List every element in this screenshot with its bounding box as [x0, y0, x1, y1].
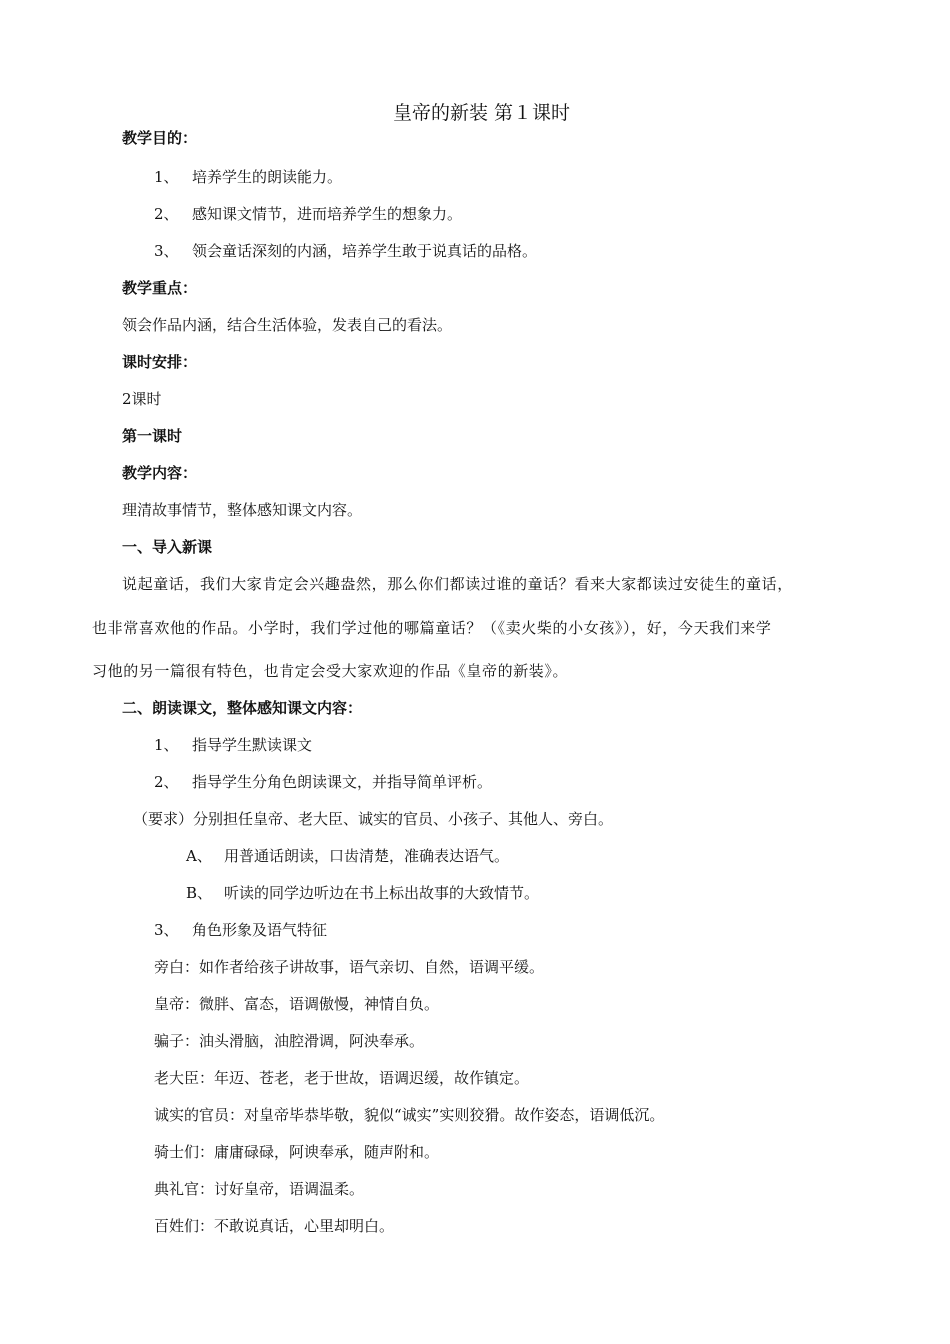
- list-number: 3、: [154, 242, 179, 260]
- role-line: 典礼官：讨好皇帝，语调温柔。: [154, 1180, 365, 1198]
- list-text: 用普通话朗读，口齿清楚，准确表达语气。: [224, 847, 510, 865]
- key-point-text: 领会作品内涵，结合生活体验，发表自己的看法。: [122, 316, 453, 334]
- list-text: 培养学生的朗读能力。: [192, 168, 343, 186]
- section-two-heading: 二、朗读课文，整体感知课文内容：: [122, 699, 363, 717]
- step-item: [154, 735, 312, 755]
- list-text: 指导学生默读课文: [192, 736, 313, 754]
- intro-paragraph-line: 说起童话，我们大家肯定会兴趣盎然，那么你们都读过谁的童话？看来大家都读过安徒生的童话，: [122, 575, 793, 593]
- schedule-heading: 课时安排：: [122, 353, 198, 371]
- objective-item: [154, 204, 462, 224]
- role-line: 骑士们：庸庸碌碌，阿谀奉承，随声附和。: [154, 1143, 440, 1161]
- sub-item: [186, 883, 539, 903]
- content-text: 理清故事情节，整体感知课文内容。: [122, 501, 363, 519]
- list-number: 3、: [154, 921, 179, 939]
- list-letter: B、: [186, 884, 213, 902]
- section-one-heading: 一、导入新课: [122, 538, 213, 556]
- key-point-heading: 教学重点：: [122, 279, 198, 297]
- role-line: 旁白：如作者给孩子讲故事，语气亲切、自然，语调平缓。: [154, 958, 545, 976]
- objectives-heading: 教学目的：: [122, 129, 198, 147]
- role-line: 百姓们：不敢说真话，心里却明白。: [154, 1217, 395, 1235]
- role-line: 老大臣：年迈、苍老，老于世故，语调迟缓，故作镇定。: [154, 1069, 530, 1087]
- list-text: 感知课文情节，进而培养学生的想象力。: [192, 205, 463, 223]
- role-line: 皇帝：微胖、富态，语调傲慢，神情自负。: [154, 995, 440, 1013]
- sub-item: [186, 846, 509, 866]
- list-text: 角色形象及语气特征: [192, 921, 328, 939]
- role-line: 骗子：油头滑脑，油腔滑调，阿泱奉承。: [154, 1032, 425, 1050]
- intro-paragraph-line: 也非常喜欢他的作品。小学时，我们学过他的哪篇童话？（《卖火柴的小女孩》），好，今天我们来学: [92, 619, 772, 637]
- role-line: 诚实的官员：对皇帝毕恭毕敬，貌似“诚实”实则狡猾。故作姿态，语调低沉。: [154, 1106, 665, 1124]
- list-number: 1、: [154, 168, 179, 186]
- list-number: 1、: [154, 736, 179, 754]
- intro-paragraph-line: 习他的另一篇很有特色，也肯定会受大家欢迎的作品《皇帝的新装》。: [92, 662, 569, 680]
- list-text: 指导学生分角色朗读课文，并指导简单评析。: [192, 773, 493, 791]
- list-number: 2、: [154, 773, 179, 791]
- objective-item: [154, 241, 537, 261]
- objective-item: [154, 167, 342, 187]
- page-title: 皇帝的新装 第１课时: [393, 102, 571, 124]
- list-number: 2、: [154, 205, 179, 223]
- content-heading: 教学内容：: [122, 464, 198, 482]
- lesson-one-heading: 第一课时: [122, 427, 183, 445]
- step-item: [154, 920, 327, 940]
- list-text: 听读的同学边听边在书上标出故事的大致情节。: [224, 884, 540, 902]
- step-item: [154, 772, 492, 792]
- schedule-text: 2课时: [122, 390, 162, 408]
- list-letter: A、: [186, 847, 212, 865]
- list-text: 领会童话深刻的内涵，培养学生敢于说真话的品格。: [192, 242, 538, 260]
- requirement-text: （要求）分别担任皇帝、老大臣、诚实的官员、小孩子、其他人、旁白。: [133, 810, 614, 828]
